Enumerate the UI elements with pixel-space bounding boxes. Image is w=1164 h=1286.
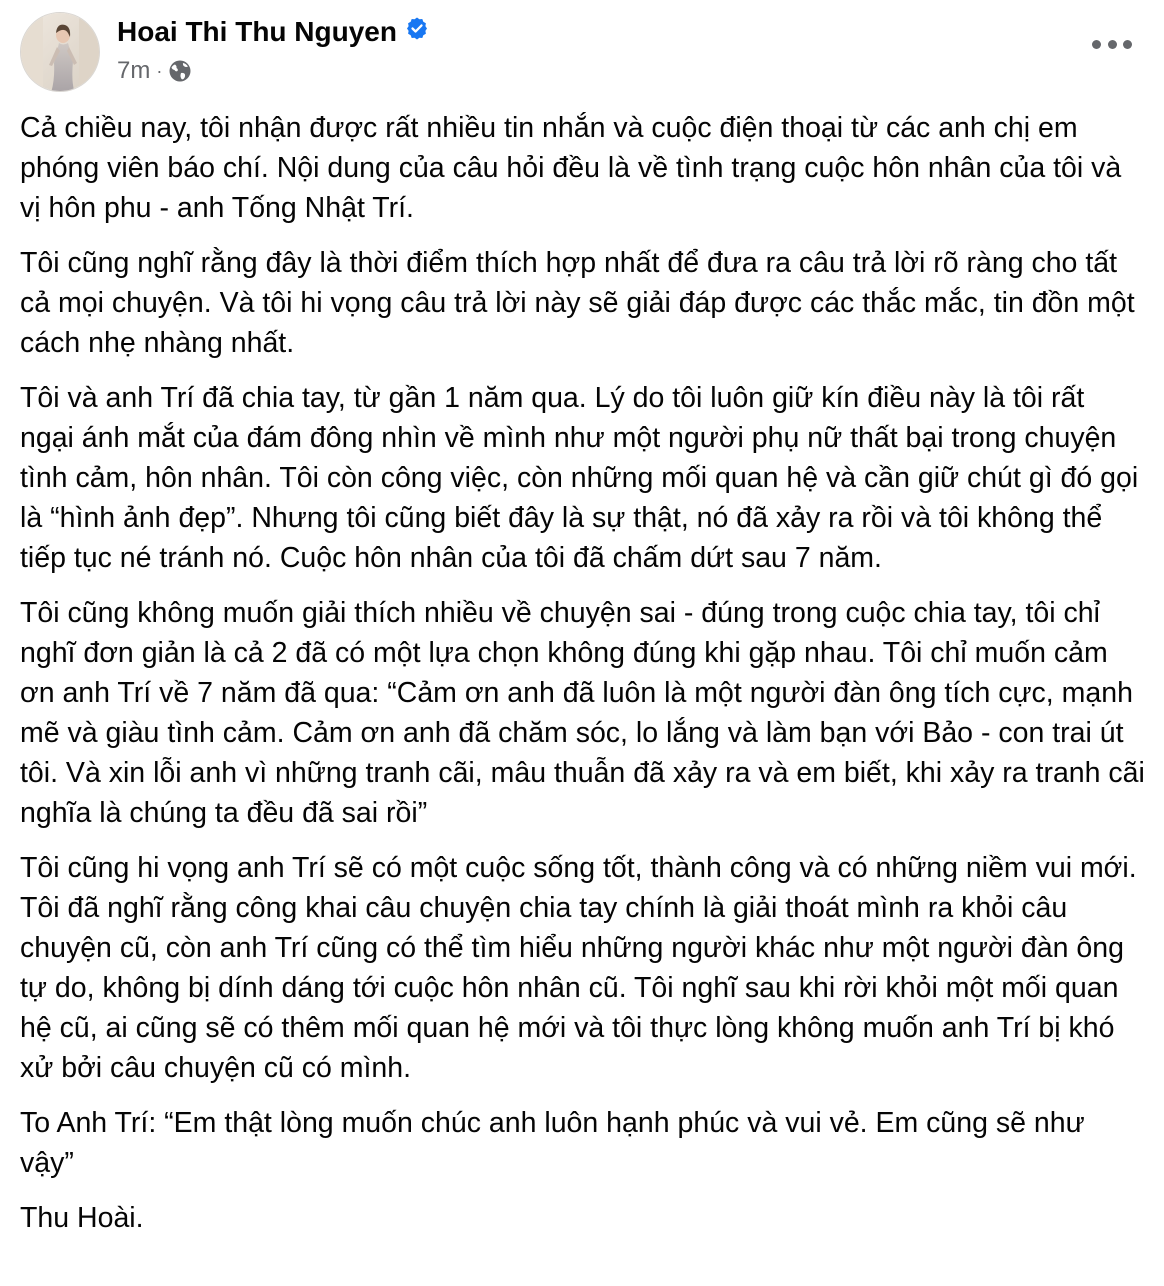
post-paragraph: Tôi và anh Trí đã chia tay, từ gần 1 năm qua. Lý do tôi luôn giữ kín điều này là tôi rất ngại ánh mắt của đám đông nhìn về mình như một người phụ nữ thất bại trong chuyện tình cảm, hôn nhân. Tôi còn công việc, còn những mối quan hệ và cần giữ chút gì đó gọi là “hình ảnh đẹp”. Nhưng tôi cũng biết đây là sự thật, nó đã xảy ra rồi và tôi không thể tiếp tục né tránh nó. Cuộc hôn nhân của tôi đã chấm dứt sau 7 năm. <box>20 382 1139 574</box>
post-paragraph: Tôi cũng nghĩ rằng đây là thời điểm thích hợp nhất để đưa ra câu trả lời rõ ràng cho tất cả mọi chuyện. Và tôi hi vọng câu trả lời này sẽ giải đáp được các thắc mắc, tin đồn một cách nhẹ nhàng nhất. <box>20 247 1135 359</box>
more-options-icon[interactable] <box>1092 32 1132 56</box>
verified-badge-icon <box>405 14 429 48</box>
post-signature: Thu Hoài. <box>20 1202 144 1234</box>
meta-separator: · <box>156 60 163 81</box>
post-paragraph: Tôi cũng không muốn giải thích nhiều về chuyện sai - đúng trong cuộc chia tay, tôi chỉ nghĩ đơn giản là cả 2 đã có một lựa chọn không đúng khi gặp nhau. Tôi chỉ muốn cảm ơn anh Trí về 7 năm đã qua: “Cảm ơn anh đã luôn là một người đàn ông tích cực, mạnh mẽ và giàu tình cảm. Cảm ơn anh đã chăm sóc, lo lắng và làm bạn với Bảo - con trai út tôi. Và xin lỗi anh vì những tranh cãi, mâu thuẫn đã xảy ra và em biết, khi xảy ra tranh cãi nghĩa là chúng ta đều đã sai rồi” <box>20 597 1145 829</box>
post-header <box>20 12 1144 92</box>
post-paragraph: To Anh Trí: “Em thật lòng muốn chúc anh luôn hạnh phúc và vui vẻ. Em cũng sẽ như vậy” <box>20 1107 1085 1179</box>
avatar-image <box>21 13 100 92</box>
post-paragraph: Cả chiều nay, tôi nhận được rất nhiều tin nhắn và cuộc điện thoại từ các anh chị em phóng viên báo chí. Nội dung của câu hỏi đều là về tình trạng cuộc hôn nhân của tôi và vị hôn phu - anh Tống Nhật Trí. <box>20 112 1122 224</box>
author-name[interactable]: Hoai Thi Thu Nguyen <box>117 16 397 47</box>
post-time[interactable]: 7m <box>117 57 151 84</box>
more-dot <box>1092 40 1101 49</box>
post-paragraph: Tôi cũng hi vọng anh Trí sẽ có một cuộc sống tốt, thành công và có những niềm vui mới. Tôi đã nghĩ rằng công khai câu chuyện chia tay chính là giải thoát mình ra khỏi câu chuyện cũ, còn anh Trí cũng có thể tìm hiểu những người khác như một người đàn ông tự do, không bị dính dáng tới cuộc hôn nhân cũ. Tôi nghĩ sau khi rời khỏi một mối quan hệ cũ, ai cũng sẽ có thêm mối quan hệ mới và tôi thực lòng không muốn anh Trí bị khó xử bởi câu chuyện cũ có mình. <box>20 852 1137 1084</box>
globe-icon[interactable] <box>168 59 192 83</box>
post-meta <box>117 56 192 86</box>
avatar[interactable] <box>20 12 100 92</box>
author-name-row <box>117 15 429 49</box>
more-dot <box>1108 40 1117 49</box>
more-dot <box>1123 40 1132 49</box>
post-body <box>20 108 1145 1253</box>
